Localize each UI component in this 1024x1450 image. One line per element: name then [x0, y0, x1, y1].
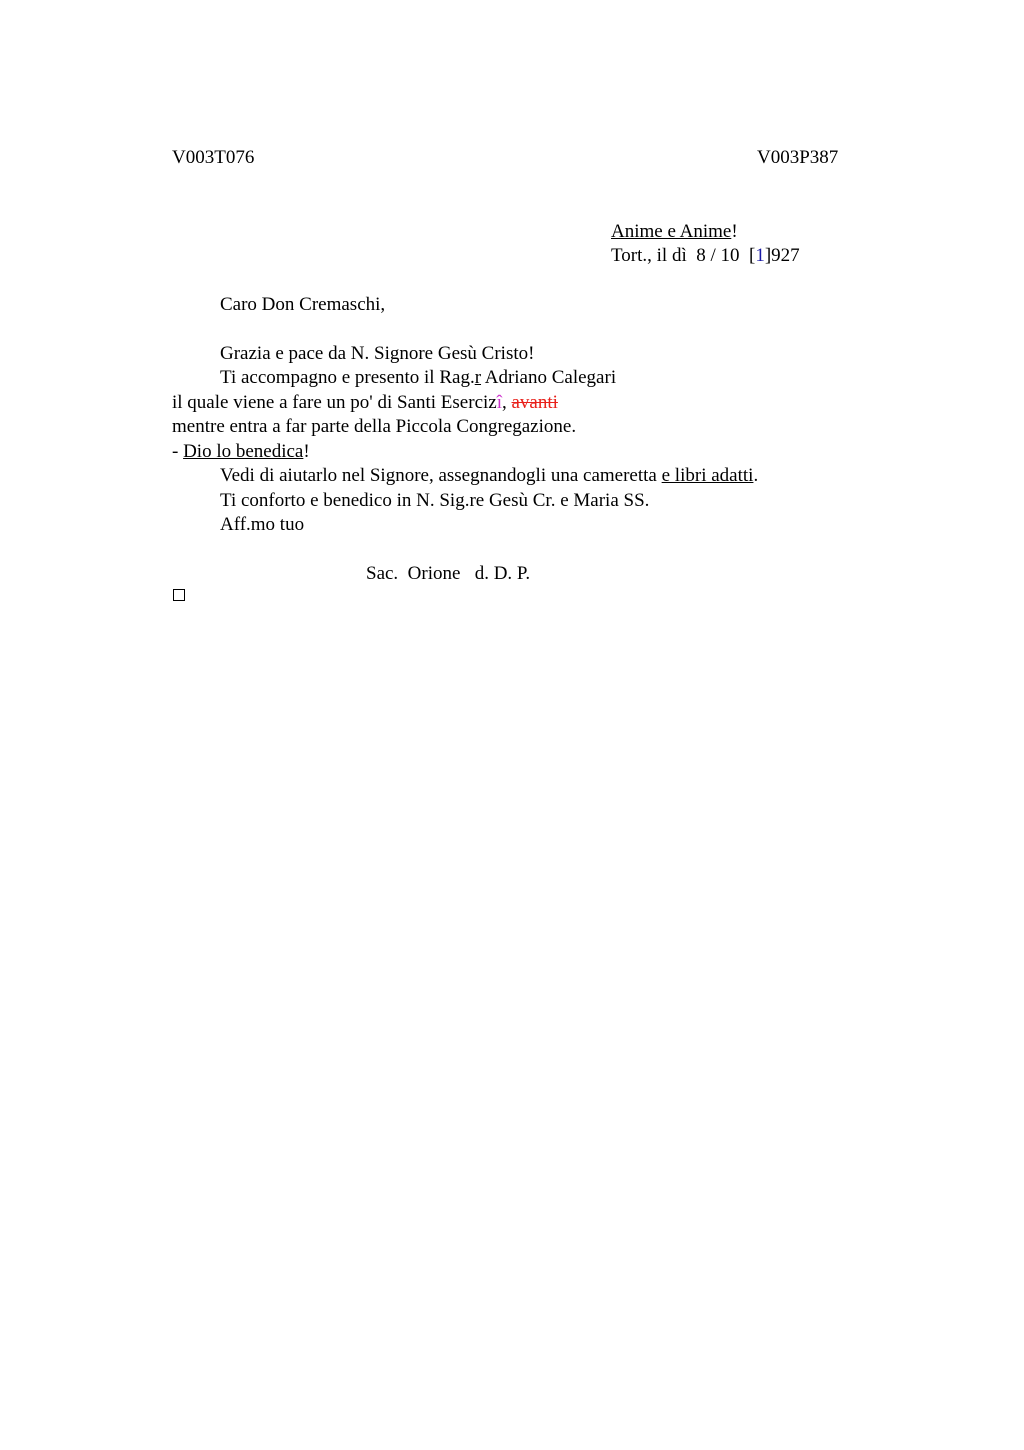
- body-line-4-dash: -: [172, 441, 184, 462]
- struck-word: avanti: [511, 392, 558, 413]
- body-line-1: [220, 366, 616, 390]
- body-line-2-comma: ,: [502, 392, 512, 413]
- body-line-2-text: il quale viene a fare un po' di Santi Eserciz: [172, 392, 497, 413]
- place-date-prefix: Tort., il dì 8 / 10 [: [611, 245, 756, 266]
- abbreviation-superscript: r: [474, 367, 482, 388]
- body-line-5: [220, 464, 758, 488]
- place-date-inserted-digit: 1: [755, 245, 765, 266]
- editorial-character: î: [496, 392, 502, 413]
- body-line-6: Ti conforto e benedico in N. Sig.re Gesù Cr. e Maria SS.: [220, 490, 650, 511]
- document-code-right: V003P387: [757, 147, 839, 168]
- square-marker-icon: [173, 589, 185, 601]
- body-line-1-text: Ti accompagno e presento il Rag.: [220, 367, 475, 388]
- blessing-punctuation: !: [303, 441, 310, 462]
- place-date-suffix: ]927: [764, 245, 800, 266]
- blessing-text: Dio lo benedica: [183, 441, 304, 462]
- place-date-line: [611, 244, 800, 268]
- motto-punctuation: !: [731, 221, 738, 242]
- greeting-line: Grazia e pace da N. Signore Gesù Cristo!: [220, 343, 535, 364]
- body-line-1-name: Adriano Calegari: [481, 367, 617, 388]
- closing: Aff.mo tuo: [220, 514, 305, 535]
- document-code-left: V003T076: [172, 147, 255, 168]
- underlined-phrase: e libri adatti: [661, 465, 754, 486]
- motto-text: Anime e Anime: [611, 221, 732, 242]
- body-line-4: [172, 440, 310, 464]
- body-line-5-punctuation: .: [753, 465, 759, 486]
- salutation: Caro Don Cremaschi,: [220, 294, 386, 315]
- body-line-2: [172, 391, 558, 415]
- body-line-3: mentre entra a far parte della Piccola Congregazione.: [172, 416, 577, 437]
- motto-line: [611, 220, 738, 244]
- signature: Sac. Orione d. D. P.: [366, 563, 531, 584]
- body-line-5-text: Vedi di aiutarlo nel Signore, assegnandogli una cameretta: [220, 465, 662, 486]
